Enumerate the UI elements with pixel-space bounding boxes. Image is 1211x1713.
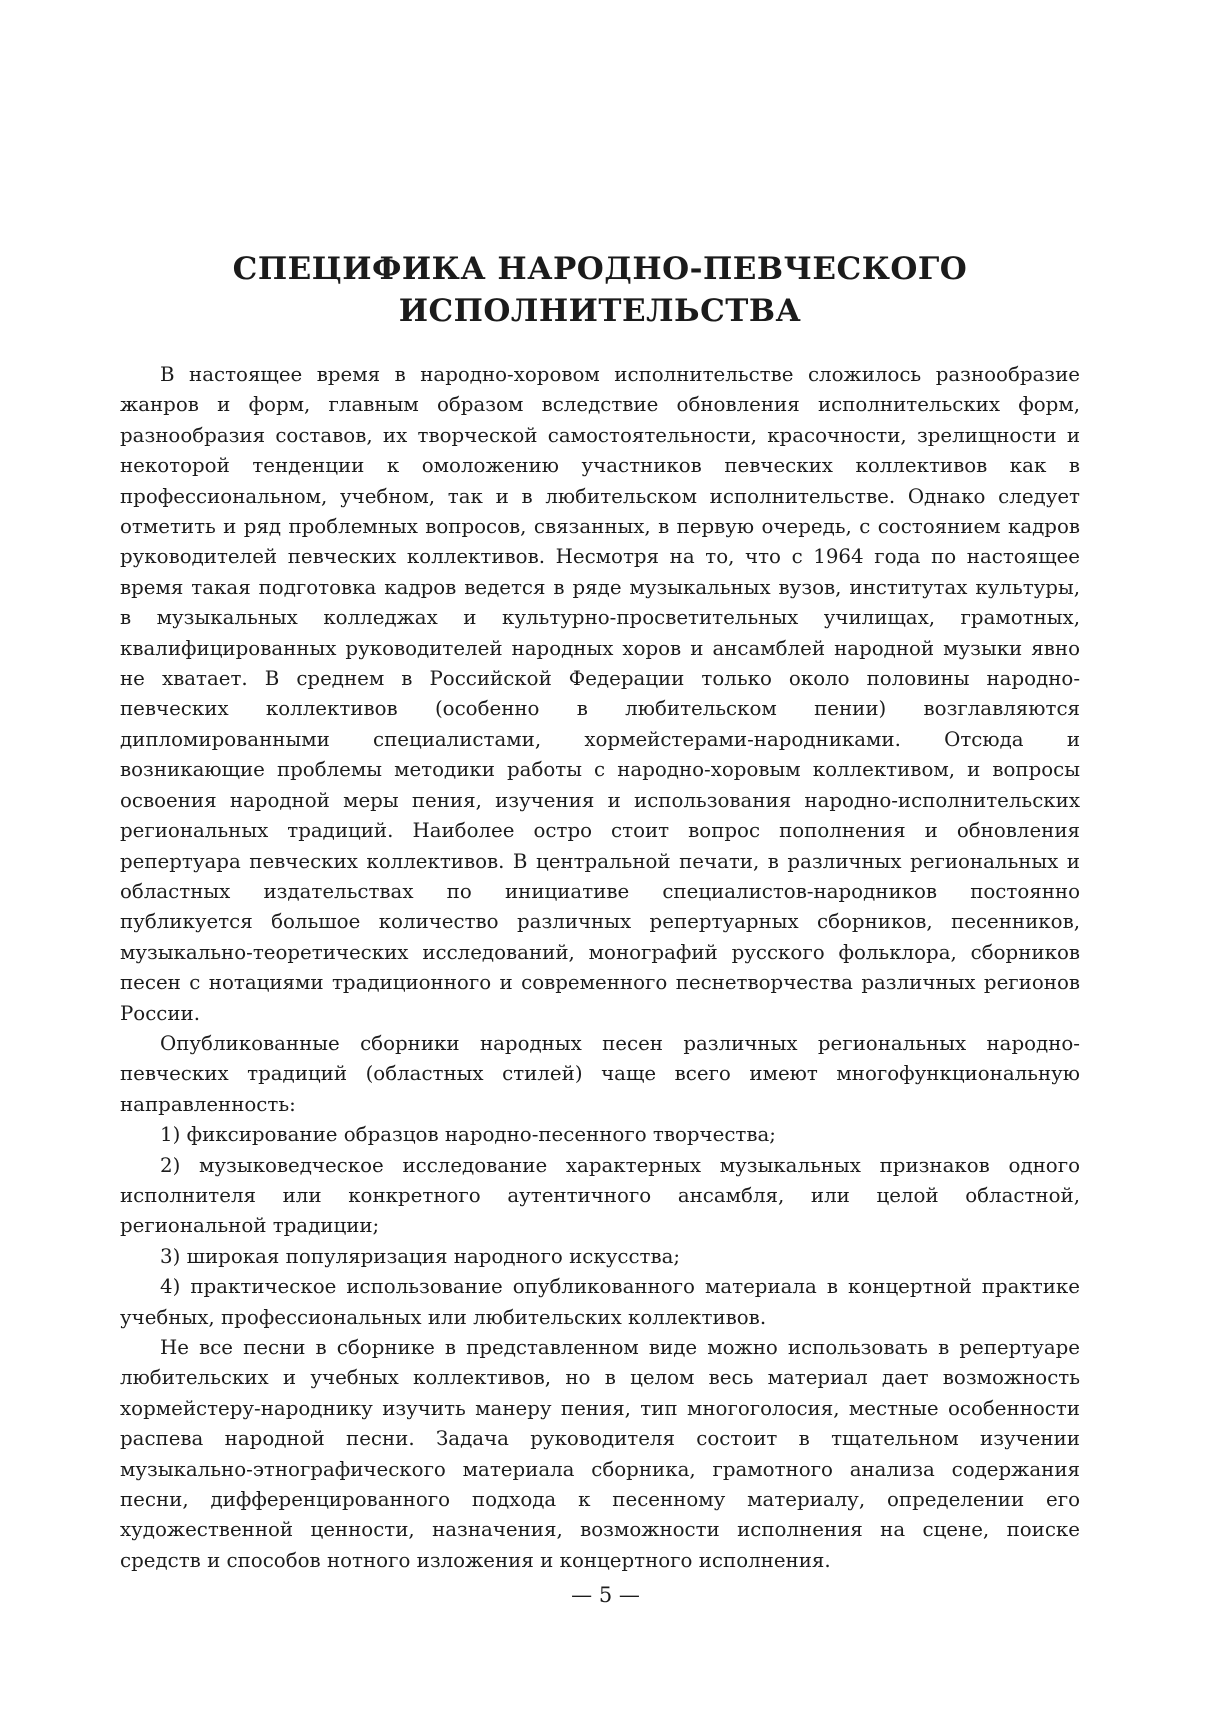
list-item: 1) фиксирование образцов народно-песенного творчества; [160, 1123, 776, 1147]
page-number: — 5 — [571, 1583, 640, 1607]
list-item: 2) музыковедческое исследование характерных музыкальных признаков одного исполнителя или конкретного аутентичного ансамбля, или целой областной, региональной традиции; [120, 1153, 1080, 1238]
page-title [120, 248, 1080, 332]
body-text [120, 360, 1080, 1576]
paragraph: В настоящее время в народно-хоровом исполнительстве сложилось разнообразие жанров и форм, главным образом вследствие обновления исполнительских форм, разнообразия составов, их творческой самостоятельности, красочности, зрелищности и некоторой тенденции к омоложению участников певческих коллективов как в профессиональном, учебном, так и в любительском исполнительстве. Однако следует отметить и ряд проблемных вопросов, связанных, в первую очередь, с состоянием кадров руководителей певческих коллективов. Несмотря на то, что с 1964 года по настоящее время такая подготовка кадров ведется в ряде музыкальных вузов, институтах культуры, в музыкальных колледжах и культурно-просветительных училищах, грамотных, квалифицированных руководителей народных хоров и ансамблей народной музыки явно не хватает. В среднем в Российской Федерации только около половины народно-певческих коллективов (особенно в любительском пении) возглавляются дипломированными специалистами, хормейстерами-народниками. Отсюда и возникающие проблемы методики работы с народно-хоровым коллективом, и вопросы освоения народной меры пения, изучения и использования народно-исполнительских региональных традиций. Наиболее остро стоит вопрос пополнения и обновления репертуара певческих коллективов. В центральной печати, в различных региональных и областных издательствах по инициативе специалистов-народников постоянно публикуется большое количество различных репертуарных сборников, песенников, музыкально-теоретических исследований, монографий русского фольклора, сборников песен с нотациями традиционного и современного песнетворчества различных регионов России. [120, 363, 1080, 1025]
list-item: 3) широкая популяризация народного искусства; [160, 1244, 681, 1268]
paragraph: Не все песни в сборнике в представленном виде можно использовать в репертуаре любительских и учебных коллективов, но в целом весь материал дает возможность хормейстеру-народнику изучить манеру пения, тип многоголосия, местные особенности распева народной песни. Задача руководителя состоит в тщательном изучении музыкально-этнографического материала сборника, грамотного анализа содержания песни, дифференцированного подхода к песенному материалу, определении его художественной ценности, назначения, возможности исполнения на сцене, поиске средств и способов нотного изложения и концертного исполнения. [120, 1336, 1080, 1572]
list-item: 4) практическое использование опубликованного материала в концертной практике учебных, профессиональных или любительских коллективов. [120, 1275, 1080, 1329]
paragraph: Опубликованные сборники народных песен различных региональных народно-певческих традиций (областных стилей) чаще всего имеют многофункциональную направленность: [120, 1031, 1080, 1116]
title-line-2: ИСПОЛНИТЕЛЬСТВА [398, 293, 802, 329]
title-line-1: СПЕЦИФИКА НАРОДНО-ПЕВЧЕСКОГО [232, 251, 968, 287]
